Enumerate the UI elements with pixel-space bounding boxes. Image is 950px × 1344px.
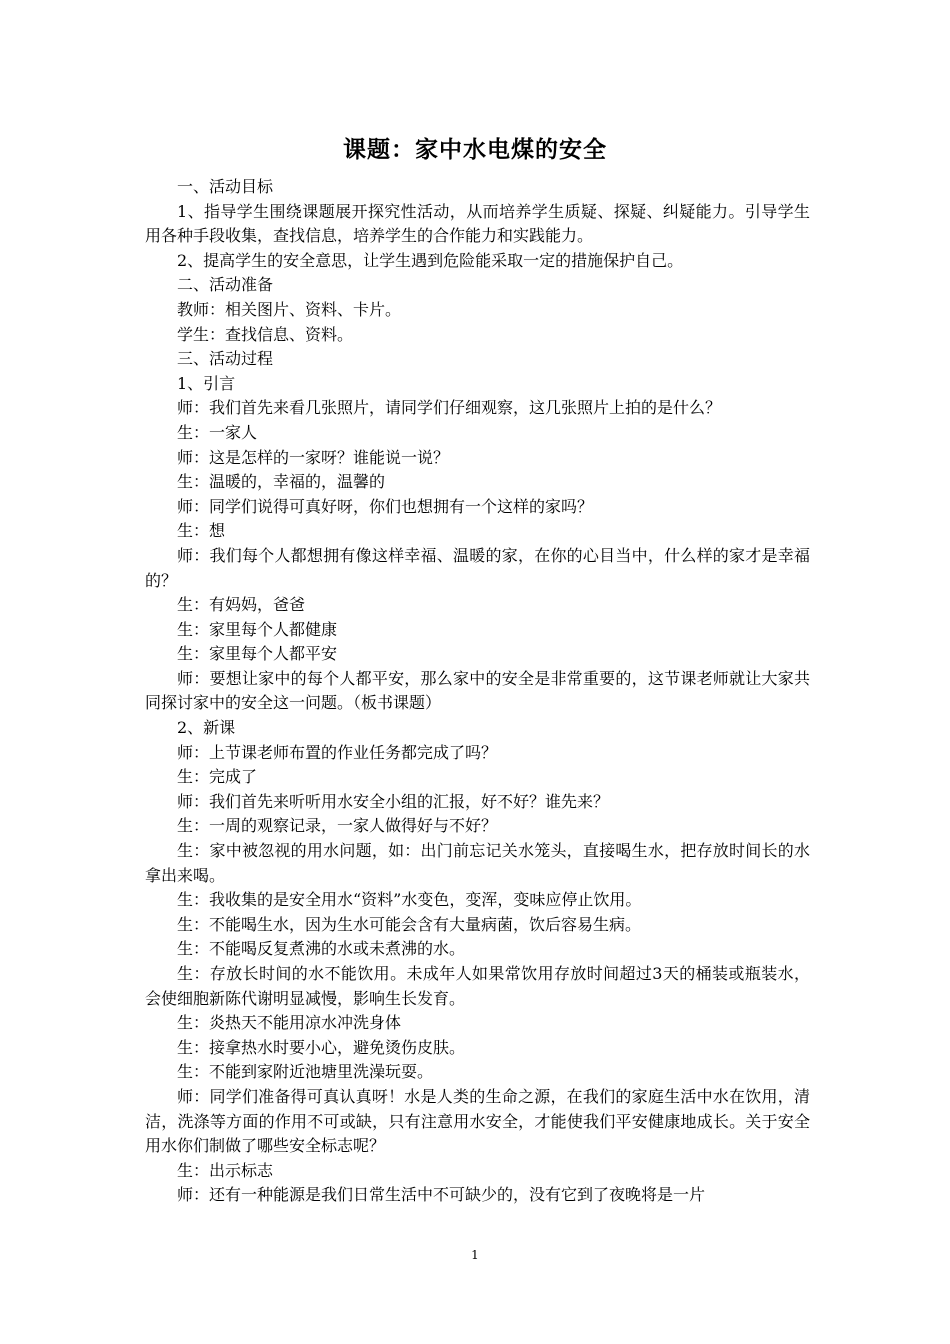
dialogue-line: 生：接拿热水时要小心，避免烫伤皮肤。 xyxy=(177,1037,466,1057)
paragraph: 学生：查找信息、资料。 xyxy=(177,324,354,344)
dialogue-line: 师：我们首先来看几张照片，请同学们仔细观察，这几张照片上拍的是什么？ xyxy=(177,398,722,418)
dialogue-line: 师：上节课老师布置的作业任务都完成了吗？ xyxy=(177,742,498,762)
section-heading-preparation: 二、活动准备 xyxy=(177,275,274,295)
subsection-heading-new-lesson: 2、新课 xyxy=(177,718,236,738)
dialogue-line: 生：一家人 xyxy=(177,422,258,442)
dialogue-line: 师：同学们说得可真好呀，你们也想拥有一个这样的家吗？ xyxy=(177,496,594,516)
dialogue-line: 师：同学们准备得可真认真呀！水是人类的生命之源，在我们的家庭生活中水在饮用，清洁，洗涤等方面的作用不可或缺，只有注意用水安全，才能使我们平安健康地成长。关于安全用水你们制做了哪些安全标志呢？ xyxy=(145,1086,810,1156)
dialogue-line: 生：存放长时间的水不能饮用。未成年人如果常饮用存放时间超过3天的桶装或瓶装水，会使细胞新陈代谢明显减慢，影响生长发育。 xyxy=(145,964,810,1008)
dialogue-line: 生：炎热天不能用凉水冲洗身体 xyxy=(177,1013,402,1033)
dialogue-line: 生：家里每个人都健康 xyxy=(177,619,338,639)
dialogue-line: 生：出示标志 xyxy=(177,1160,274,1180)
dialogue-line: 生：一周的观察记录，一家人做得好与不好？ xyxy=(177,816,498,836)
dialogue-line: 师：我们首先来听听用水安全小组的汇报，好不好？谁先来？ xyxy=(177,791,610,811)
dialogue-line: 生：不能喝反复煮沸的水或未煮沸的水。 xyxy=(177,939,466,959)
dialogue-line: 生：家中被忽视的用水问题，如：出门前忘记关水笼头，直接喝生水，把存放时间长的水拿出来喝。 xyxy=(145,841,810,885)
page-number: 1 xyxy=(471,1248,479,1262)
dialogue-line: 生：家里每个人都平安 xyxy=(177,644,338,664)
dialogue-line: 师：这是怎样的一家呀？谁能说一说？ xyxy=(177,447,450,467)
dialogue-line: 生：不能喝生水，因为生水可能会含有大量病菌，饮后容易生病。 xyxy=(177,914,642,934)
dialogue-line: 师：还有一种能源是我们日常生活中不可缺少的，没有它到了夜晚将是一片 xyxy=(177,1185,706,1205)
paragraph: 2、提高学生的安全意思，让学生遇到危险能采取一定的措施保护自己。 xyxy=(177,250,684,270)
section-heading-process: 三、活动过程 xyxy=(177,349,274,369)
paragraph: 教师：相关图片、资料、卡片。 xyxy=(177,299,402,319)
page-title: 课题：家中水电煤的安全 xyxy=(343,136,607,163)
dialogue-line: 生：我收集的是安全用水“资料”水变色，变浑，变味应停止饮用。 xyxy=(177,890,642,910)
dialogue-line: 生：想 xyxy=(177,521,226,541)
dialogue-line: 生：完成了 xyxy=(177,767,258,787)
dialogue-line: 生：不能到家附近池塘里洗澡玩耍。 xyxy=(177,1062,434,1082)
paragraph: 1、指导学生围绕课题展开探究性活动，从而培养学生质疑、探疑、纠疑能力。引导学生用各种手段收集，查找信息，培养学生的合作能力和实践能力。 xyxy=(145,201,810,246)
dialogue-line: 生：温暖的，幸福的，温馨的 xyxy=(177,472,386,492)
dialogue-line: 师：我们每个人都想拥有像这样幸福、温暖的家，在你的心目当中，什么样的家才是幸福的？ xyxy=(145,545,810,590)
subsection-heading-intro: 1、引言 xyxy=(177,373,236,393)
dialogue-line: 生：有妈妈，爸爸 xyxy=(177,595,306,615)
section-heading-objectives: 一、活动目标 xyxy=(177,177,274,196)
document-body xyxy=(145,175,810,1208)
dialogue-line: 师：要想让家中的每个人都平安，那么家中的安全是非常重要的，这节课老师就让大家共同探讨家中的安全这一问题。（板书课题） xyxy=(145,668,810,713)
